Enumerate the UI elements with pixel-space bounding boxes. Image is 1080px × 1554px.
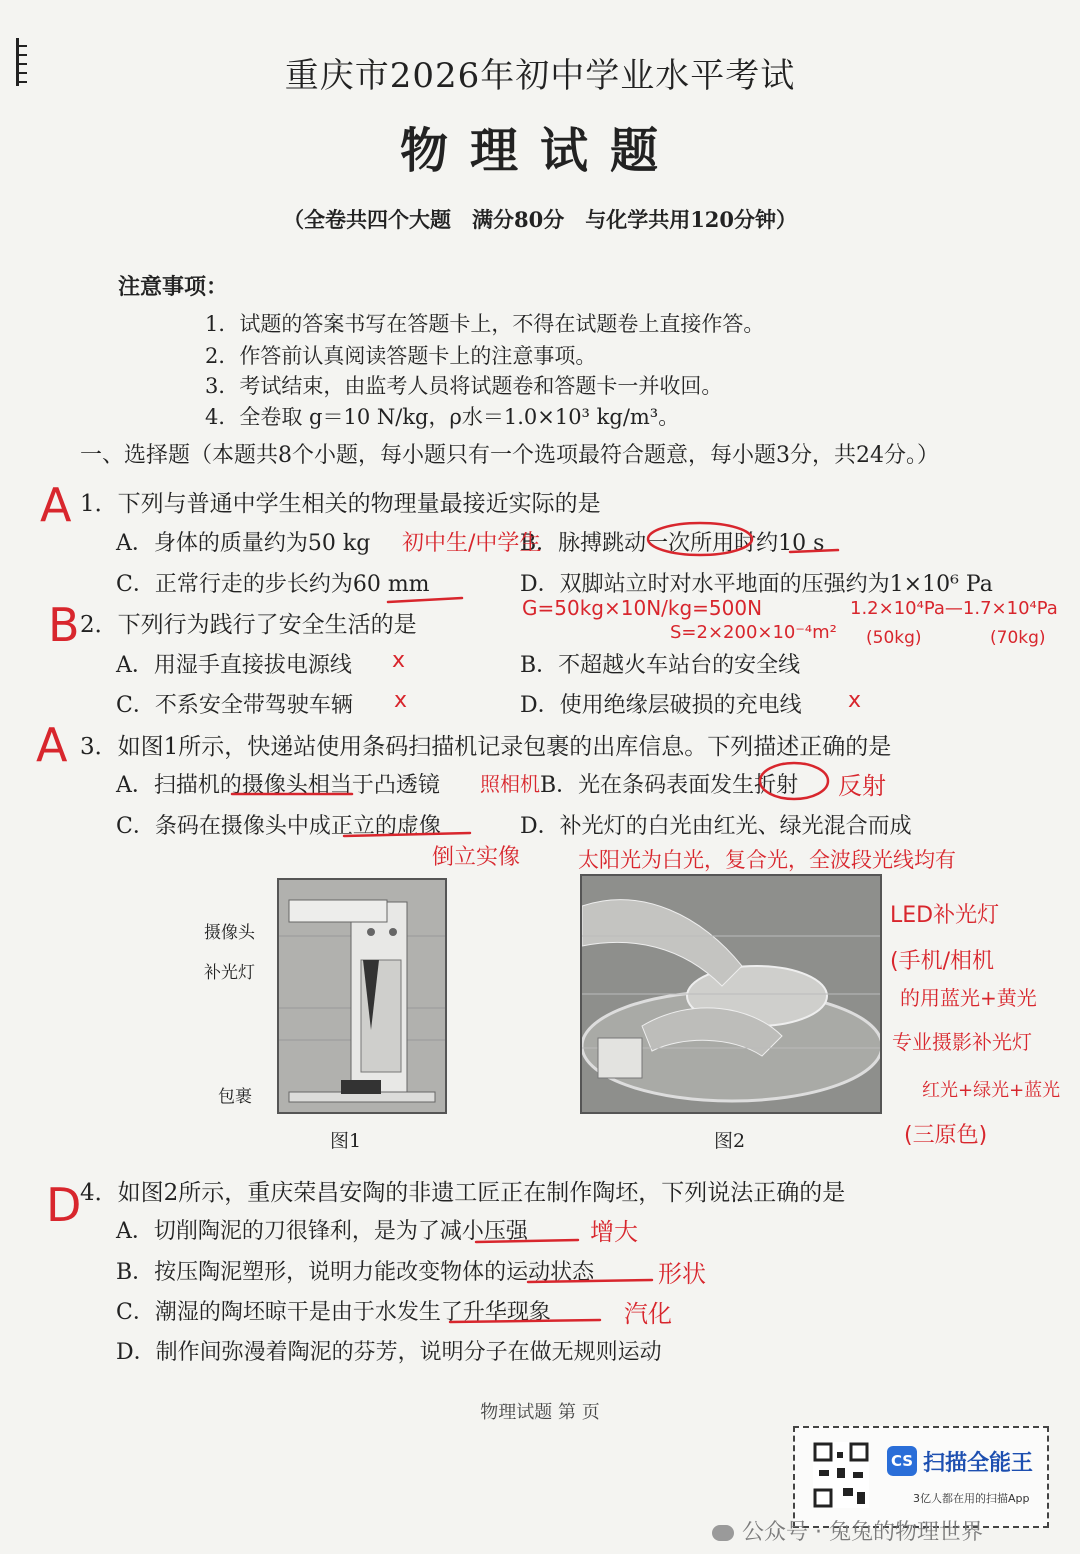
annotation: (手机/相机 <box>890 949 994 974</box>
option-b: B．光在条码表面发生折射 <box>540 773 799 798</box>
annotation: LED补光灯 <box>890 903 1000 928</box>
annotation: S=2×200×10⁻⁴m² <box>670 622 837 643</box>
option-c: C．潮湿的陶坯晾干是由于水发生了升华现象 <box>116 1300 551 1325</box>
annotation: 的用蓝光+黄光 <box>900 986 1037 1010</box>
answer-mark: A <box>36 718 68 772</box>
option-d: D．使用绝缘层破损的充电线 <box>520 693 802 718</box>
option-a: A．身体的质量约为50 kg <box>116 531 371 556</box>
cross-mark: x <box>848 688 862 713</box>
cross-mark: x <box>394 688 408 713</box>
section-heading: 一、选择题（本题共8个小题，每小题只有一个选项最符合题意，每小题3分，共24分。） <box>80 443 939 468</box>
annotation: 专业摄影补光灯 <box>892 1030 1032 1054</box>
annotation: 增大 <box>590 1218 638 1246</box>
question-stem: 3．如图1所示，快递站使用条码扫描机记录包裹的出库信息。下列描述正确的是 <box>80 734 892 760</box>
annotation: 1.2×10⁴Pa—1.7×10⁴Pa <box>850 598 1058 619</box>
annotation: 初中生/中学生 <box>402 531 542 556</box>
subject-title: 物理试题 <box>399 123 680 179</box>
option-b: B．不超越火车站台的安全线 <box>520 653 801 678</box>
underline-stroke <box>476 1240 578 1242</box>
notice-item: 3．考试结束，由监考人员将试题卷和答题卡一并收回。 <box>205 374 723 398</box>
annotation: (50kg) <box>866 628 922 648</box>
annotation: 形状 <box>658 1260 706 1288</box>
option-d: D．制作间弥漫着陶泥的芬芳，说明分子在做无规则运动 <box>116 1340 662 1365</box>
option-c: C．正常行走的步长约为60 mm <box>116 572 430 597</box>
question-stem: 2．下列行为践行了安全生活的是 <box>80 612 417 638</box>
annotation: 反射 <box>838 772 886 800</box>
option-d: D．双脚站立时对水平地面的压强约为1×10⁶ Pa <box>520 572 993 597</box>
circle-stroke <box>648 523 752 555</box>
exam-info: （全卷共四个大题 满分80分 与化学共用120分钟） <box>282 207 798 232</box>
figure-label: 补光灯 <box>204 963 255 983</box>
option-a: A．用湿手直接拔电源线 <box>116 653 352 678</box>
qr-code-icon <box>813 1442 869 1508</box>
camscanner-tagline: 3亿人都在用的扫描App <box>913 1492 1030 1505</box>
answer-mark: A <box>40 478 72 532</box>
option-b: B．按压陶泥塑形，说明力能改变物体的运动状态 <box>116 1260 595 1285</box>
option-c: C．条码在摄像头中成正立的虚像 <box>116 814 441 839</box>
option-c: C．不系安全带驾驶车辆 <box>116 693 353 718</box>
answer-mark: D <box>46 1178 82 1232</box>
camscanner-logo-icon: CS <box>887 1446 917 1476</box>
figure-label: 摄像头 <box>204 923 255 943</box>
camscanner-name: 扫描全能王 <box>923 1451 1034 1476</box>
underline-stroke <box>450 1320 600 1322</box>
answer-mark: B <box>48 598 80 652</box>
annotation: 倒立实像 <box>432 845 521 870</box>
wechat-icon <box>712 1525 734 1541</box>
option-a: A．扫描机的摄像头相当于凸透镜 <box>116 773 440 798</box>
notice-item: 2．作答前认真阅读答题卡上的注意事项。 <box>205 344 597 368</box>
option-b: B．脉搏跳动一次所用时约10 s <box>520 531 825 556</box>
underline-stroke <box>388 598 462 602</box>
annotation: (70kg) <box>990 628 1046 648</box>
annotation: 汽化 <box>624 1300 672 1328</box>
notice-item: 4．全卷取 g＝10 N/kg，ρ水＝1.0×10³ kg/m³。 <box>205 405 680 429</box>
figure-2-caption: 图2 <box>714 1130 746 1152</box>
annotation: 太阳光为白光，复合光，全波段光线均有 <box>578 848 956 872</box>
option-a: A．切削陶泥的刀很锋利，是为了减小压强 <box>116 1219 528 1244</box>
page-footer: 物理试题 第 页 <box>480 1402 600 1423</box>
annotation: 照相机 <box>480 772 540 796</box>
cross-mark: x <box>392 648 406 673</box>
annotation: (三原色) <box>904 1123 988 1148</box>
wechat-watermark <box>712 1515 983 1546</box>
figure-1-caption: 图1 <box>330 1130 362 1152</box>
underline-stroke <box>528 1280 652 1282</box>
exam-title: 重庆市2026年初中学业水平考试 <box>284 56 796 96</box>
watermark-text: 公众号 · 兔兔的物理世界 <box>742 1520 983 1545</box>
scanner-watermark <box>793 1426 1049 1528</box>
figure-label: 包裹 <box>218 1087 252 1107</box>
option-d: D．补光灯的白光由红光、绿光混合而成 <box>520 814 912 839</box>
question-stem: 4．如图2所示，重庆荣昌安陶的非遗工匠正在制作陶坯，下列说法正确的是 <box>80 1180 846 1206</box>
annotation: 红光+绿光+蓝光 <box>922 1080 1061 1101</box>
annotation: G=50kg×10N/kg=500N <box>522 596 763 620</box>
notice-title: 注意事项： <box>118 274 229 300</box>
underline-stroke <box>790 550 838 552</box>
question-stem: 1．下列与普通中学生相关的物理量最接近实际的是 <box>80 491 601 517</box>
circle-stroke <box>760 763 828 799</box>
underline-stroke <box>344 833 470 836</box>
notice-item: 1．试题的答案书写在答题卡上，不得在试题卷上直接作答。 <box>205 312 765 336</box>
